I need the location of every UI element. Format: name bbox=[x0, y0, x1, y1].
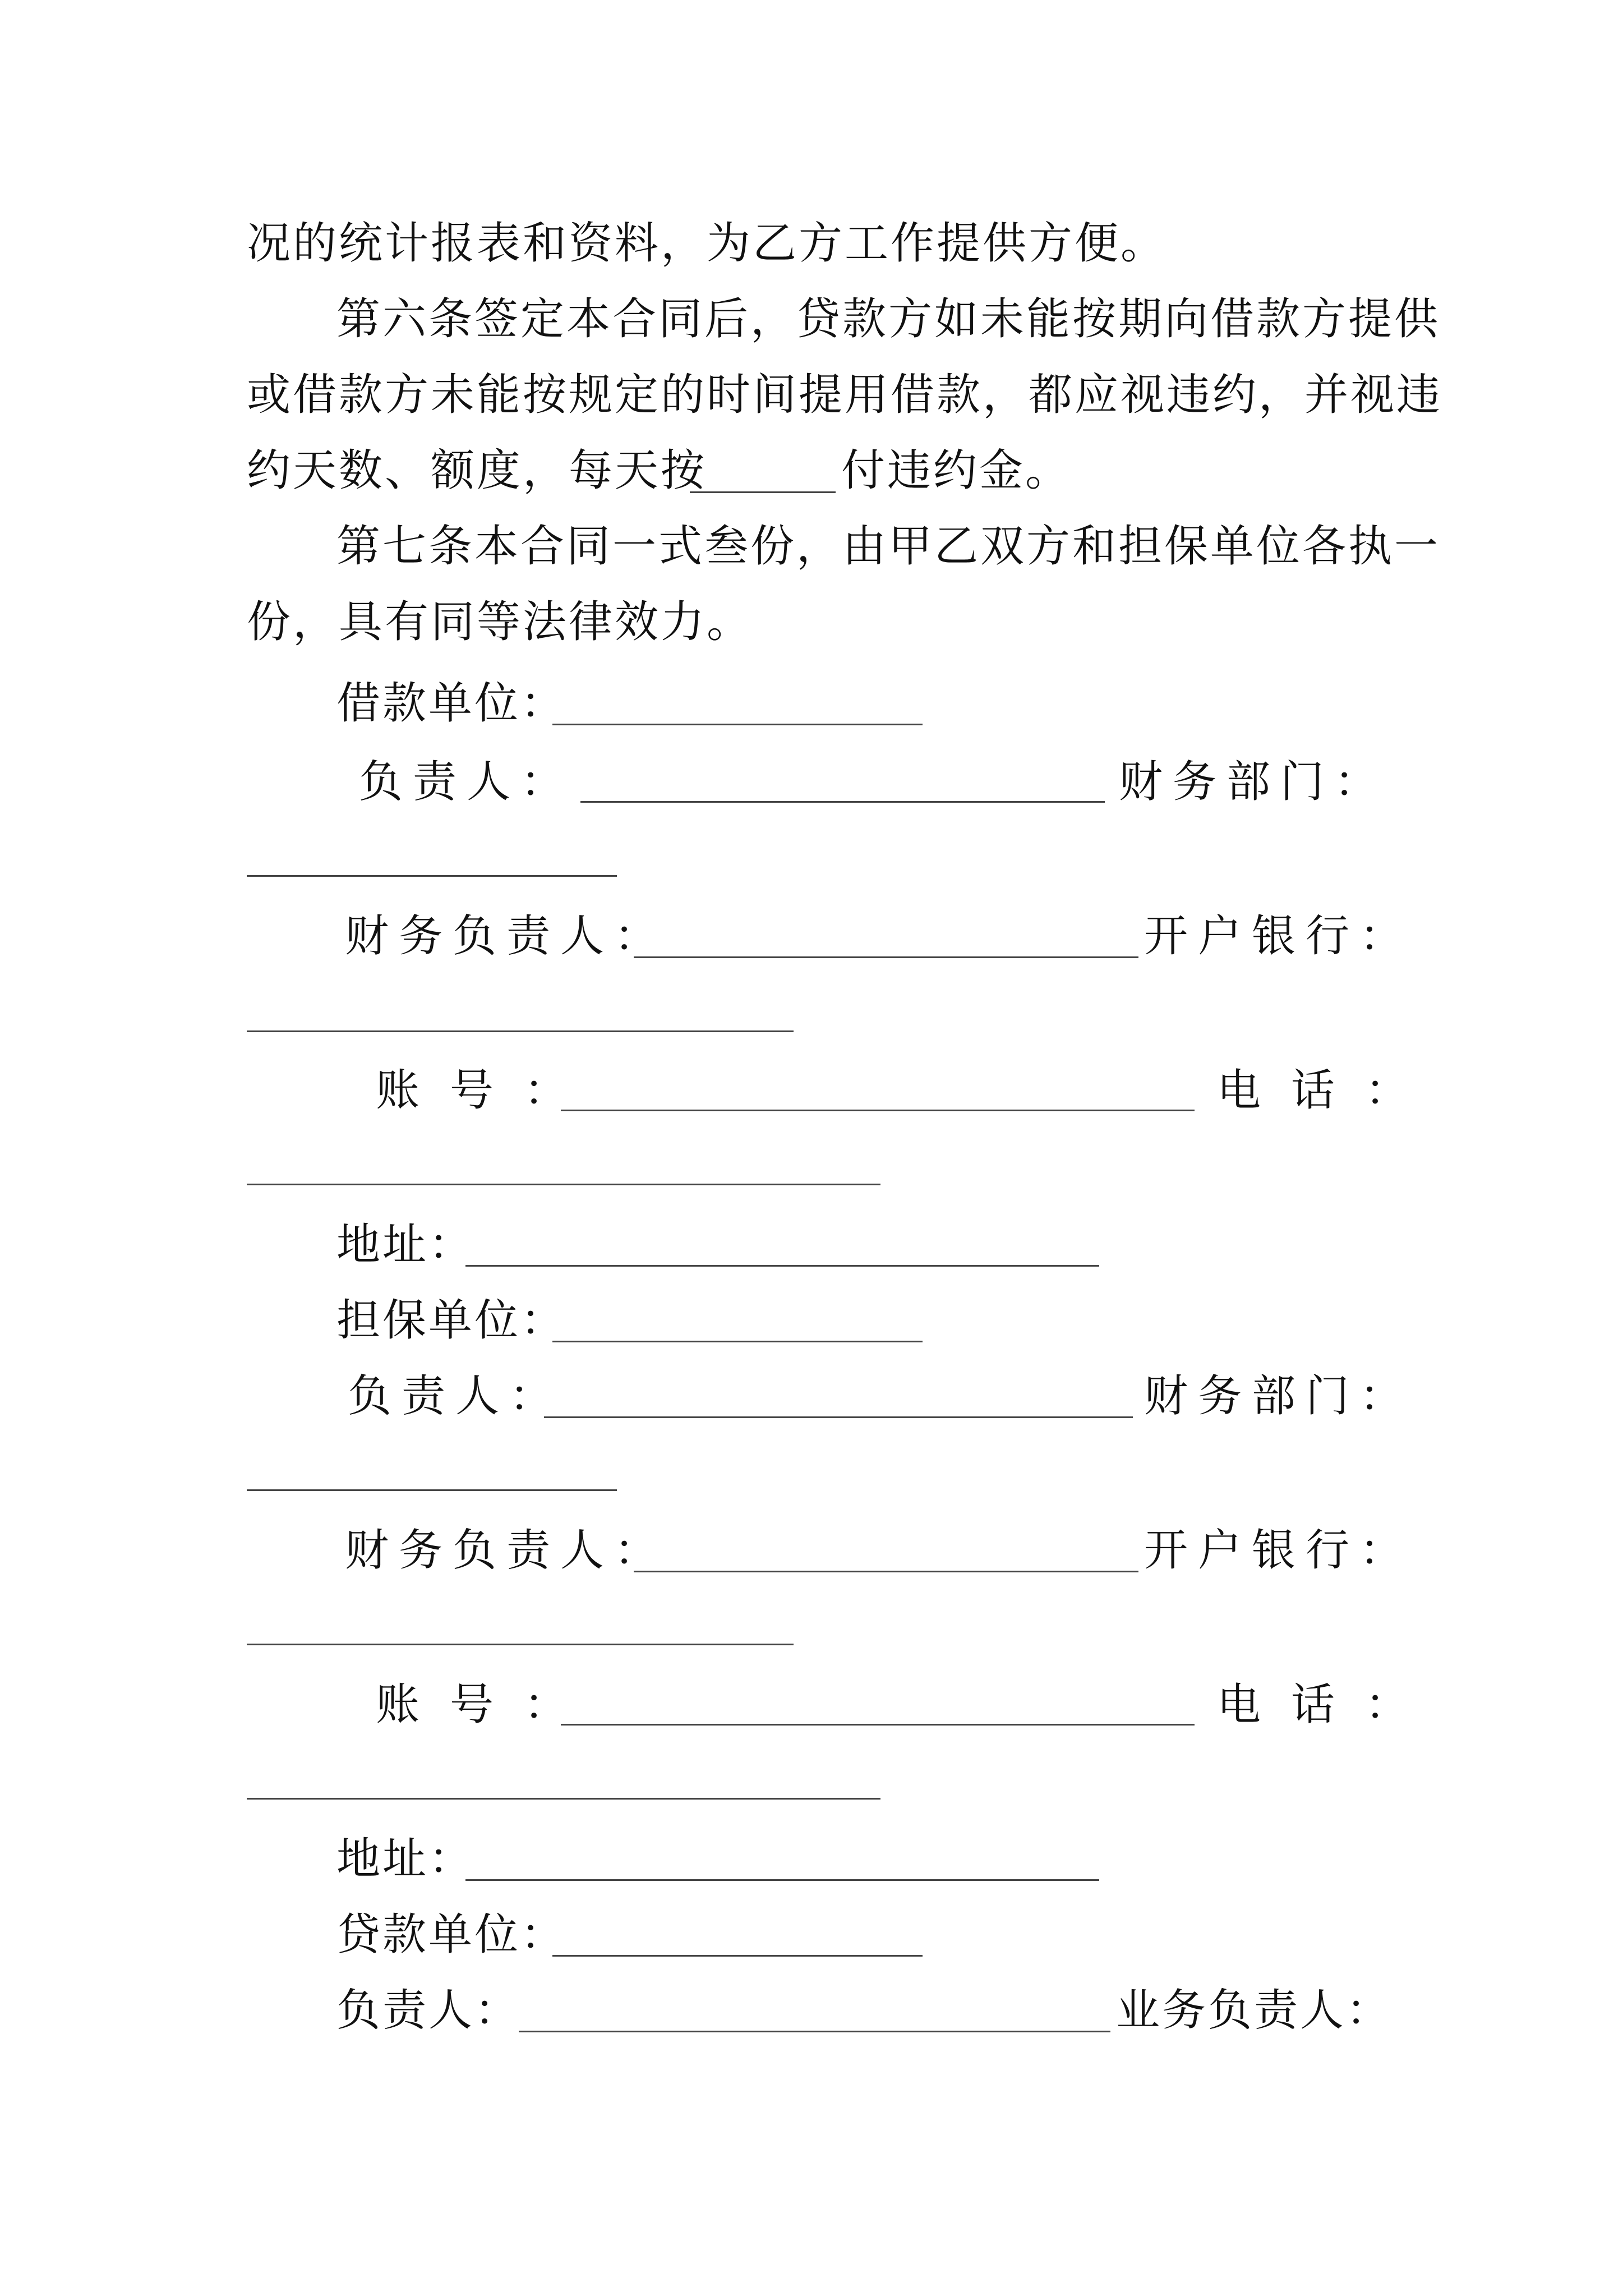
guarantor-phone-label: 电话： bbox=[1217, 1680, 1440, 1730]
borrower-phone-label: 电话： bbox=[1217, 1065, 1440, 1116]
lender-unit-label: 贷款单位： bbox=[336, 1910, 567, 1960]
borrower-bank-blank bbox=[247, 1030, 794, 1032]
article-6-line-1: 第六条签定本合同后，贷款方如未能按期向借款方提供 bbox=[336, 294, 1441, 344]
penalty-blank bbox=[690, 491, 836, 493]
borrower-address-blank bbox=[465, 1265, 1099, 1267]
guarantor-finance-dept-label: 财务部门： bbox=[1144, 1371, 1414, 1421]
guarantor-bank-blank bbox=[247, 1644, 794, 1645]
borrower-head-blank bbox=[580, 801, 1105, 803]
borrower-bank-label: 开户银行： bbox=[1144, 911, 1414, 961]
borrower-account-blank bbox=[561, 1110, 1195, 1111]
lender-business-head-label: 业务负责人： bbox=[1116, 1985, 1393, 2036]
borrower-finance-dept-label: 财务部门： bbox=[1119, 757, 1389, 807]
guarantor-head-blank bbox=[544, 1416, 1133, 1418]
borrower-unit-label: 借款单位： bbox=[336, 678, 567, 729]
borrower-finance-head-label: 财务负责人： bbox=[345, 911, 668, 961]
lender-head-blank bbox=[519, 2031, 1110, 2032]
guarantor-finance-dept-blank bbox=[247, 1489, 617, 1491]
borrower-phone-blank bbox=[247, 1184, 880, 1185]
guarantor-bank-label: 开户银行： bbox=[1144, 1525, 1414, 1576]
guarantor-head-label: 负责人： bbox=[348, 1371, 564, 1421]
article-6-line-3a: 约天数、额度，每天按 bbox=[247, 445, 707, 496]
guarantor-address-label: 地址： bbox=[336, 1834, 475, 1884]
guarantor-unit-label: 担保单位： bbox=[336, 1295, 567, 1346]
guarantor-address-blank bbox=[465, 1879, 1099, 1881]
article-7-line-1: 第七条本合同一式叁份，由甲乙双方和担保单位各执一 bbox=[336, 521, 1441, 572]
guarantor-phone-blank bbox=[247, 1798, 880, 1800]
article-6-line-2: 或借款方未能按规定的时间提用借款，都应视违约，并视违 bbox=[247, 370, 1443, 420]
borrower-head-label: 负责人： bbox=[359, 757, 575, 807]
guarantor-finance-head-blank bbox=[634, 1571, 1138, 1572]
borrower-address-label: 地址： bbox=[336, 1220, 475, 1270]
paragraph-continuation: 况的统计报表和资料，为乙方工作提供方便。 bbox=[247, 218, 1167, 269]
lender-unit-blank bbox=[552, 1955, 923, 1957]
borrower-unit-blank bbox=[552, 724, 923, 725]
guarantor-unit-blank bbox=[552, 1341, 923, 1342]
borrower-finance-dept-blank bbox=[247, 875, 617, 877]
guarantor-account-label: 账号： bbox=[376, 1680, 598, 1730]
article-7-line-2: 份，具有同等法律效力。 bbox=[247, 597, 753, 647]
guarantor-account-blank bbox=[561, 1724, 1195, 1726]
lender-head-label: 负责人： bbox=[336, 1985, 521, 2036]
borrower-account-label: 账号： bbox=[376, 1065, 598, 1116]
article-6-line-3b: 付违约金。 bbox=[841, 445, 1072, 496]
borrower-finance-head-blank bbox=[634, 956, 1138, 958]
guarantor-finance-head-label: 财务负责人： bbox=[345, 1525, 668, 1576]
